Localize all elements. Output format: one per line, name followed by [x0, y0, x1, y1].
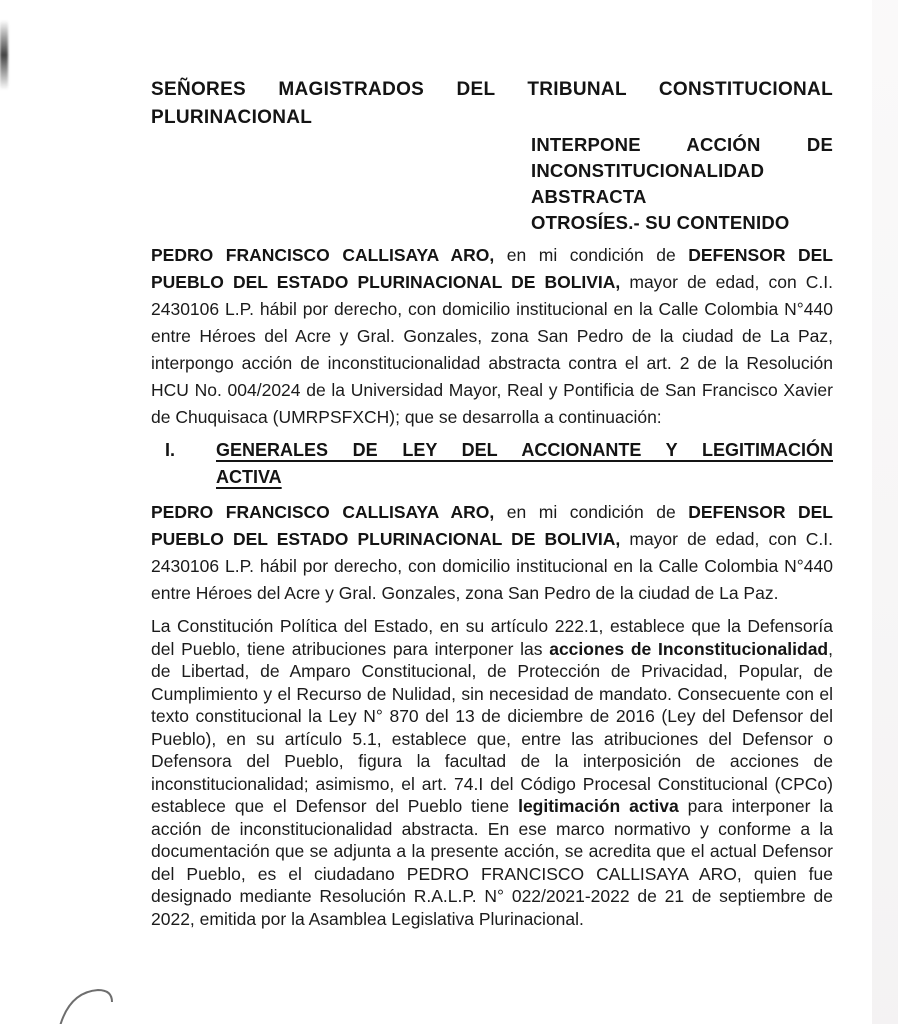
- section-number: I.: [165, 440, 176, 460]
- paragraph-intro: PEDRO FRANCISCO CALLISAYA ARO, en mi condición de DEFENSOR DEL PUEBLO DEL ESTADO PLURINACIONAL DE BOLIVIA, mayor de edad, con C.I. 2430106 L.P. hábil por derecho, con domicilio institucional en la Calle Colombia N°440 entre Héroes del Acre y Gral. Gonzales, zona San Pedro de la ciudad de La Paz, interpongo acción de inconstitucionalidad abstracta contra el art. 2 de la Resolución HCU No. 004/2024 de la Universidad Mayor, Real y Pontificia de San Francisco Xavier de Chuquisaca (UMRPSFXCH); que se desarrolla a continuación:: [151, 245, 833, 427]
- subject-block: [531, 132, 833, 236]
- addressee-block: [151, 76, 833, 132]
- paragraph-legitimacion: La Constitución Política del Estado, en su artículo 222.1, establece que la Defensoría del Pueblo, tiene atribuciones para interponer las acciones de Inconstitucionalidad, de Libertad, de Amparo Constitucional, de Protección de Privacidad, Popular, de Cumplimiento y el Recurso de Nulidad, sin necesidad de mandato. Consecuente con el texto constitucional la Ley N° 870 del 13 de diciembre de 2016 (Ley del Defensor del Pueblo), en su artículo 5.1, establece que, entre las atribuciones del Defensor o Defensora del Pueblo, figura la facultad de la interposición de acciones de inconstitucionalidad; asimismo, el art. 74.I del Código Procesal Constitucional (CPCo) establece que el Defensor del Pueblo tiene legitimación activa para interponer la acción de inconstitucionalidad abstracta. En ese marco normativo y conforme a la documentación que se adjunta a la presente acción, se acredita que el actual Defensor del Pueblo, es el ciudadano PEDRO FRANCISCO CALLISAYA ARO, quien fue designado mediante Resolución R.A.L.P. N° 022/2021-2022 de 21 de septiembre de 2022, emitida por la Asamblea Legislativa Plurinacional.: [151, 616, 833, 929]
- subject-line: INTERPONE ACCIÓN DE: [531, 134, 833, 155]
- subject-line: INCONSTITUCIONALIDAD: [531, 160, 765, 181]
- paragraph-generales: PEDRO FRANCISCO CALLISAYA ARO, en mi condición de DEFENSOR DEL PUEBLO DEL ESTADO PLURINACIONAL DE BOLIVIA, mayor de edad, con C.I. 2430106 L.P. hábil por derecho, con domicilio institucional en la Calle Colombia N°440 entre Héroes del Acre y Gral. Gonzales, zona San Pedro de la ciudad de La Paz.: [151, 502, 833, 603]
- section-title-line: ACTIVA: [216, 467, 282, 487]
- section-title-line: GENERALES DE LEY DEL ACCIONANTE Y LEGITIMACIÓN: [216, 440, 833, 460]
- addressee-line: PLURINACIONAL: [151, 107, 313, 128]
- addressee-line: SEÑORES MAGISTRADOS DEL TRIBUNAL CONSTITUCIONAL: [151, 79, 833, 100]
- subject-line: OTROSÍES.- SU CONTENIDO: [531, 212, 790, 233]
- section-heading: [151, 437, 833, 491]
- section-title: [216, 437, 833, 491]
- subject-line: ABSTRACTA: [531, 186, 647, 207]
